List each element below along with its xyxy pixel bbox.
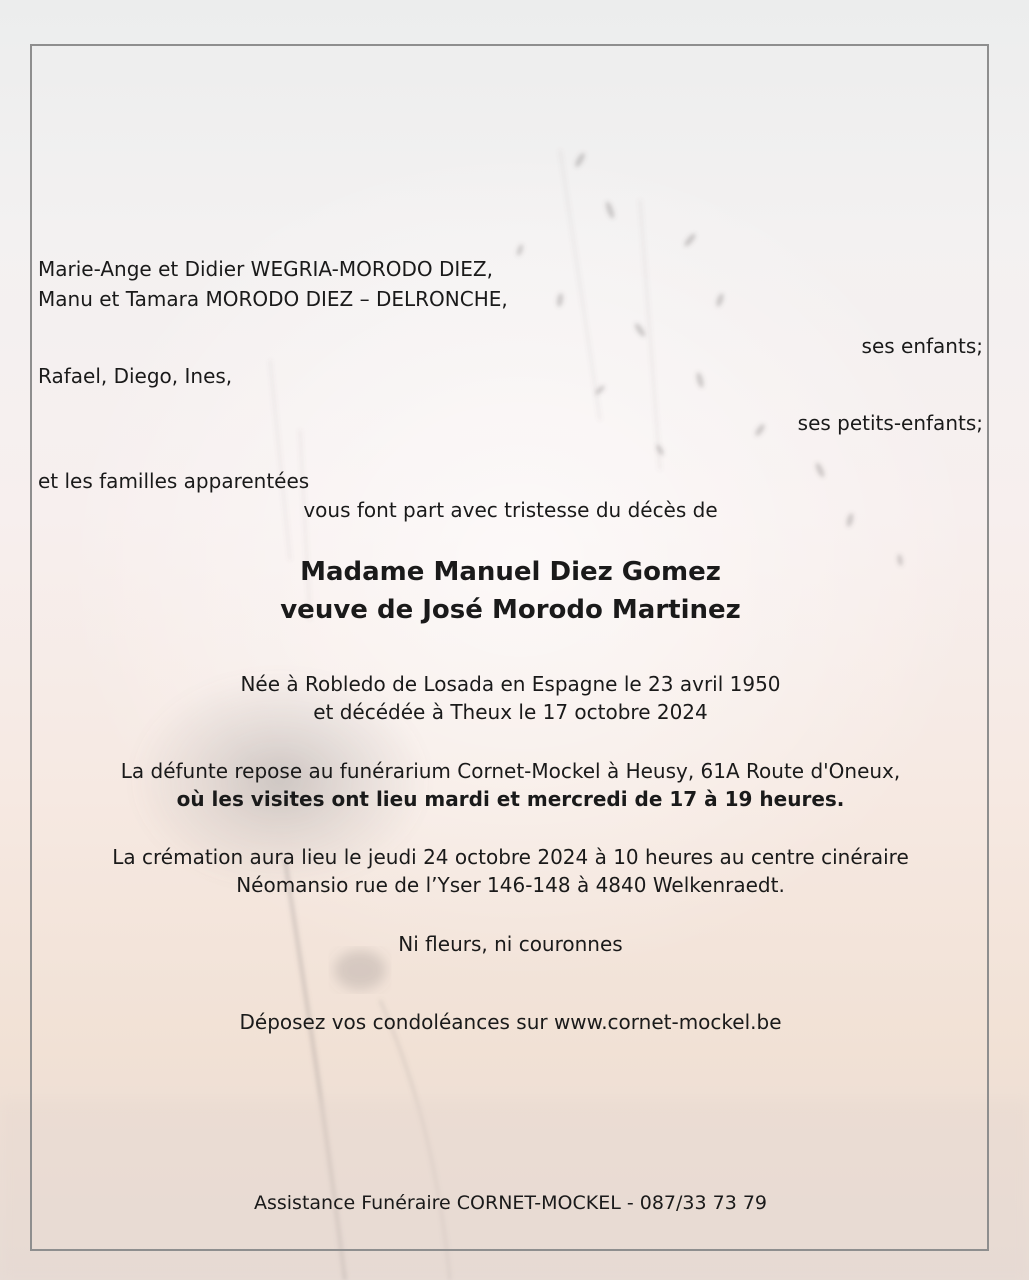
- children-line-2: Manu et Tamara MORODO DIEZ – DELRONCHE,: [38, 287, 508, 311]
- visitation-hours: où les visites ont lieu mardi et mercredi de 17 à 19 heures.: [176, 787, 845, 811]
- announcement-line: vous font part avec tristesse du décès de: [303, 498, 718, 522]
- funeral-home-footer: Assistance Funéraire CORNET-MOCKEL - 087/33 73 79: [253, 1192, 768, 1214]
- visitation-location: La défunte repose au funérarium Cornet-Mockel à Heusy, 61A Route d'Oneux,: [120, 759, 901, 783]
- children-role: ses enfants;: [861, 334, 983, 358]
- condolences-line: Déposez vos condoléances sur www.cornet-mockel.be: [239, 1010, 782, 1034]
- deceased-spouse: veuve de José Morodo Martinez: [280, 595, 741, 625]
- grandchildren-line: Rafael, Diego, Ines,: [38, 364, 233, 388]
- cremation-line-1: La crémation aura lieu le jeudi 24 octobre 2024 à 10 heures au centre cinéraire: [112, 845, 909, 869]
- deceased-name: Madame Manuel Diez Gomez: [300, 557, 721, 587]
- cremation-line-2: Néomansio rue de l’Yser 146-148 à 4840 Welkenraedt.: [236, 873, 785, 897]
- children-line-1: Marie-Ange et Didier WEGRIA-MORODO DIEZ,: [38, 257, 493, 281]
- death-line: et décédée à Theux le 17 octobre 2024: [313, 700, 708, 724]
- flowers-note: Ni fleurs, ni couronnes: [398, 932, 623, 956]
- relatives-line: et les familles apparentées: [38, 469, 310, 493]
- birth-line: Née à Robledo de Losada en Espagne le 23 avril 1950: [240, 672, 781, 696]
- grandchildren-role: ses petits-enfants;: [797, 411, 983, 435]
- border-frame: [30, 44, 989, 1251]
